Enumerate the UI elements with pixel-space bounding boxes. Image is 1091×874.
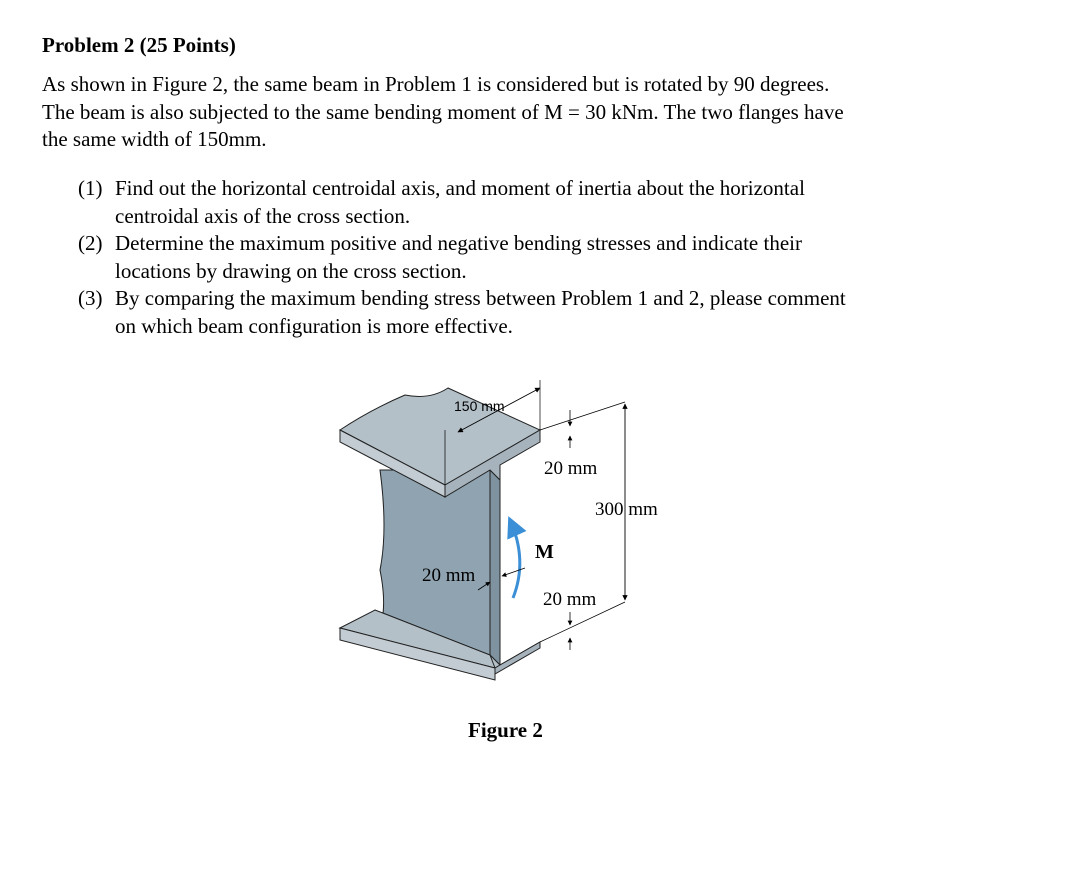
label-moment: M (535, 541, 554, 563)
question-text: Find out the horizontal centroidal axis, and moment of inertia about the horizontal (115, 176, 805, 200)
intro-line: As shown in Figure 2, the same beam in Problem 1 is considered but is rotated by 90 degrees. (42, 72, 830, 96)
label-total-height: 300 mm (595, 499, 658, 520)
question-list (78, 175, 1038, 340)
label-width: 150 mm (454, 398, 505, 414)
question-text: locations by drawing on the cross section. (115, 258, 467, 283)
question-item (78, 175, 1038, 230)
question-item (78, 285, 1038, 340)
figure-caption: Figure 2 (468, 718, 543, 742)
question-item (78, 230, 1038, 285)
problem-title: Problem 2 (25 Points) (42, 33, 236, 57)
label-web-thickness: 20 mm (422, 565, 476, 586)
intro-line: The beam is also subjected to the same bending moment of M = 30 kNm. The two flanges have (42, 99, 844, 124)
question-number: (2) (78, 231, 103, 255)
top-flange-top-face (340, 388, 540, 485)
label-bottom-flange-thickness: 20 mm (543, 589, 597, 610)
label-top-flange-thickness: 20 mm (544, 458, 598, 479)
figure-2-beam-diagram (330, 370, 690, 700)
question-text: Determine the maximum positive and negative bending stresses and indicate their (115, 231, 802, 255)
intro-line: the same width of 150mm. (42, 127, 267, 151)
problem-intro (42, 71, 1002, 154)
web-side-face (490, 470, 500, 665)
question-number: (1) (78, 176, 103, 200)
question-text: By comparing the maximum bending stress between Problem 1 and 2, please comment (115, 286, 846, 310)
ibeam-illustration (330, 370, 690, 700)
question-text: centroidal axis of the cross section. (115, 203, 411, 228)
question-text: on which beam configuration is more effective. (115, 313, 513, 338)
question-number: (3) (78, 286, 103, 310)
moment-arrow (510, 520, 520, 598)
bottom-flange-right-surface (495, 642, 540, 674)
